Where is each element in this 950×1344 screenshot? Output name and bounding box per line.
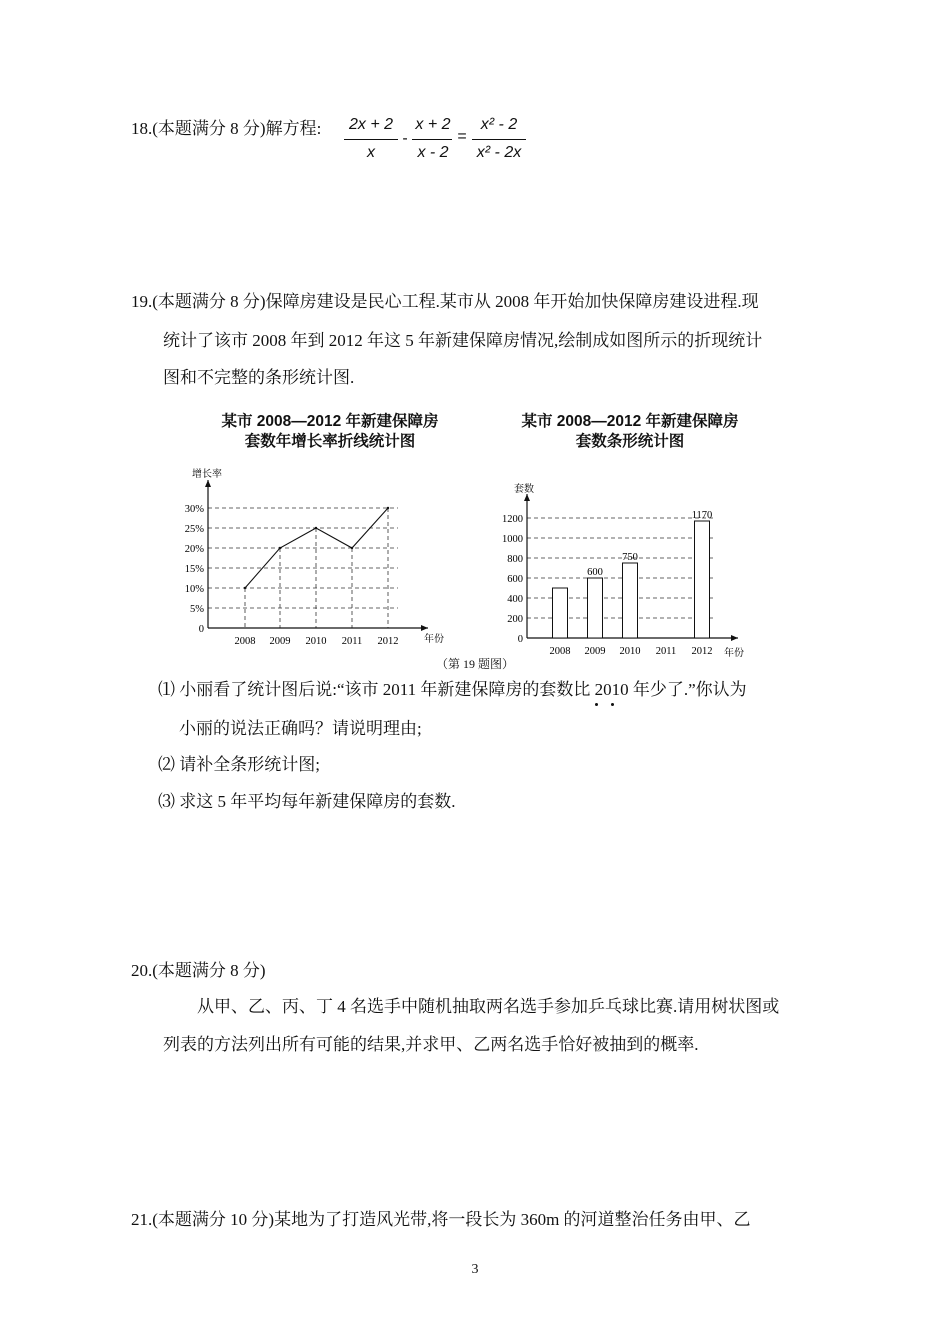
- line-chart-ytick: 25%: [184, 524, 204, 535]
- frac1-numerator: 2x + 2: [348, 116, 394, 133]
- line-chart-point: [387, 507, 389, 509]
- bar-chart-ytick: 1000: [502, 534, 523, 545]
- figure-caption: （第 19 题图）: [435, 657, 514, 671]
- line-chart-xtick: 2008: [234, 636, 256, 647]
- frac3-numerator: x² - 2: [480, 116, 518, 133]
- bar-chart-title-2: 套数条形统计图: [575, 433, 685, 450]
- q19-line1: 19.(本题满分 8 分)保障房建设是民心工程.某市从 2008 年开始加快保障房建设进程.现: [131, 292, 759, 311]
- line-chart-title-2: 套数年增长率折线统计图: [244, 433, 416, 450]
- line-chart-ytick: 5%: [190, 604, 204, 615]
- line-chart-ytick: 15%: [184, 564, 204, 575]
- bar-data-label: 1170: [691, 510, 713, 521]
- bar-chart-ytick: 1200: [502, 514, 523, 525]
- bar-2010: [623, 563, 638, 638]
- equals-sign: =: [457, 128, 467, 145]
- bar-chart-ytick: 0: [517, 634, 523, 645]
- bar-chart-ytick: 200: [507, 614, 523, 625]
- bar-2009: [588, 578, 603, 638]
- frac2-bar: [412, 139, 452, 140]
- bar-chart-xtick: 2011: [655, 646, 677, 657]
- q18-prefix: 18.(本题满分 8 分)解方程:: [131, 119, 322, 138]
- bar-data-label: 750: [622, 552, 638, 563]
- line-chart-xtick: 2009: [269, 636, 291, 647]
- bar-2012: [695, 521, 710, 638]
- frac1-denominator: x: [367, 144, 375, 161]
- frac3-bar: [472, 139, 526, 140]
- line-chart-ytick: 30%: [184, 504, 204, 515]
- frac2-numerator: x + 2: [415, 116, 451, 133]
- q20-line2: 从甲、乙、丙、丁 4 名选手中随机抽取两名选手参加乒乓球比赛.请用树状图或: [197, 997, 780, 1016]
- line-chart-point: [244, 587, 246, 589]
- q19-sub1-line2: 小丽的说法正确吗？请说明理由;: [179, 719, 422, 738]
- q20-line3: 列表的方法列出所有可能的结果,并求甲、乙两名选手恰好被抽到的概率.: [163, 1035, 699, 1054]
- page-number: 3: [471, 1262, 479, 1277]
- line-chart-point: [279, 547, 281, 549]
- line-chart-ytick: 20%: [184, 544, 204, 555]
- line-chart-xtick: 2011: [341, 636, 363, 647]
- emphasis-dot: [595, 703, 598, 706]
- bar-chart-xtick: 2010: [619, 646, 641, 657]
- bar-chart-ytick: 600: [507, 574, 523, 585]
- bar-chart-ytick: 400: [507, 594, 523, 605]
- bar-chart-xtick: 2012: [691, 646, 713, 657]
- line-chart-xtick: 2010: [305, 636, 327, 647]
- q20-line1: 20.(本题满分 8 分): [131, 961, 266, 980]
- q19-sub2: ⑵ 请补全条形统计图;: [158, 755, 320, 774]
- emphasis-dot: [611, 703, 614, 706]
- frac3-denominator: x² - 2x: [476, 144, 522, 161]
- q19-sub1-line1: ⑴ 小丽看了统计图后说:“该市 2011 年新建保障房的套数比 2010 年少了.”你认为: [158, 680, 747, 699]
- bar-2008: [553, 588, 568, 638]
- q19-line3: 图和不完整的条形统计图.: [163, 368, 355, 387]
- line-chart-title-1: 某市 2008—2012 年新建保障房: [221, 413, 439, 430]
- bar-chart-xtick: 2008: [549, 646, 571, 657]
- line-chart-xtick: 2012: [377, 636, 399, 647]
- q19-sub3: ⑶ 求这 5 年平均每年新建保障房的套数.: [158, 792, 456, 811]
- bar-chart: [490, 476, 760, 662]
- line-chart-point: [351, 547, 353, 549]
- line-chart: [170, 462, 460, 660]
- bar-chart-ytick: 800: [507, 554, 523, 565]
- line-chart-ytick: 10%: [184, 584, 204, 595]
- frac1-bar: [344, 139, 398, 140]
- bar-chart-title-1: 某市 2008—2012 年新建保障房: [521, 413, 739, 430]
- bar-data-label: 600: [587, 567, 603, 578]
- bar-chart-xtick: 2009: [584, 646, 606, 657]
- q21-line1: 21.(本题满分 10 分)某地为了打造风光带,将一段长为 360m 的河道整治任务由甲、乙: [131, 1210, 751, 1229]
- line-chart-point: [315, 527, 317, 529]
- frac2-denominator: x - 2: [417, 144, 449, 161]
- bar-chart-ylabel: 套数: [514, 484, 534, 495]
- line-chart-xlabel: 年份: [424, 634, 444, 645]
- q19-line2: 统计了该市 2008 年到 2012 年这 5 年新建保障房情况,绘制成如图所示的折现统计: [163, 331, 763, 350]
- line-chart-ylabel: 增长率: [192, 469, 222, 480]
- line-chart-ytick: 0: [198, 624, 204, 635]
- bar-chart-xlabel: 年份: [724, 648, 744, 659]
- minus-sign: -: [402, 130, 408, 147]
